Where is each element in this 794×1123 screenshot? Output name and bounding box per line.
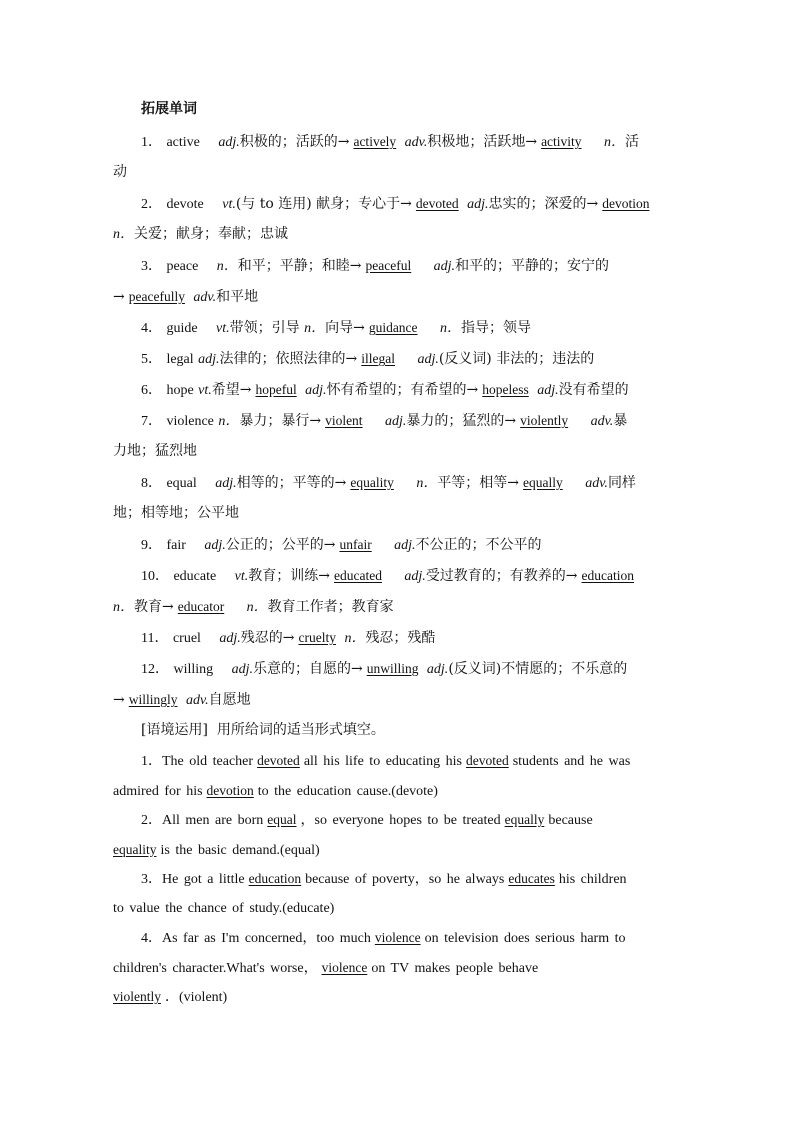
definition: 向导→ [325, 320, 365, 336]
pos: n． [304, 321, 326, 336]
definition: 教育工作者；教育家 [267, 599, 394, 615]
item-number: 5． [141, 352, 162, 367]
item-number: 12． [141, 662, 169, 677]
definition: 同样 [607, 475, 636, 491]
definition: 忠实的；深爱的→ [488, 196, 599, 212]
document-page [113, 92, 685, 1012]
pos: adj. [417, 352, 439, 367]
definition: (反义词) 非法的；违法的 [438, 351, 595, 367]
answer-blank: hopeless [482, 382, 529, 397]
definition: 残忍；残酷 [365, 630, 436, 646]
headword: fair [166, 538, 186, 553]
definition: 残忍的→ [240, 630, 295, 646]
word-item-7 [113, 405, 685, 436]
headword: cruel [172, 631, 201, 646]
answer-blank: willingly [128, 692, 178, 707]
definition: 教育→ [134, 599, 174, 615]
definition: 带领；引导 [229, 320, 300, 336]
pos: adj. [385, 414, 407, 429]
definition: 积极的；活跃的→ [239, 134, 350, 150]
word-item-4 [113, 312, 685, 343]
pos: adj. [433, 259, 456, 274]
continuation-line: 动 [113, 164, 127, 180]
question-3: 3．He got a little education because of poverty，so he always educates his children [141, 871, 627, 887]
item-number: 11． [141, 631, 169, 646]
pos: adj. [537, 383, 559, 398]
definition: (与 to 连用) 献身；专心于→ [235, 196, 412, 212]
answer-blank: guidance [368, 320, 418, 335]
continuation-line [113, 591, 685, 622]
pos: adv. [193, 290, 217, 305]
answer-blank: equality [350, 475, 394, 490]
definition: 乐意的；自愿的→ [252, 661, 363, 677]
word-item-12 [113, 653, 685, 684]
question-4-cont-2: violently ．(violent) [113, 989, 228, 1005]
definition: 暴 [613, 413, 628, 429]
pos: adj. [204, 538, 226, 553]
definition: 关爱；献身；奉献；忠诚 [134, 226, 288, 242]
question-3-cont: to value the chance of study.(educate) [113, 900, 335, 916]
answer-blank: violence [321, 959, 368, 975]
question-4: 4．As far as I'm concerned，too much violence on television does serious harm to [141, 930, 626, 946]
item-number: 2． [141, 197, 162, 212]
pos: vt. [198, 383, 212, 398]
question-2: 2．All men are born equal ，so everyone hopes to be treated equally because [141, 812, 593, 828]
definition: 受过教育的；有教养的→ [425, 568, 578, 584]
answer-blank: illegal [361, 351, 395, 366]
definition: 暴力；暴行→ [239, 413, 322, 429]
word-item-10 [113, 560, 685, 591]
answer-blank: equality [113, 841, 157, 857]
definition: (反义词)不情愿的；不乐意的 [448, 661, 628, 677]
answer-blank: equally [523, 475, 563, 490]
question-number: 2． [141, 813, 162, 828]
item-number: 8． [141, 476, 162, 491]
word-item-6 [113, 374, 685, 405]
continuation-line: → willingly adv.自愿地 [113, 692, 251, 708]
item-number: 4． [141, 321, 162, 336]
answer-blank: violently [113, 989, 161, 1004]
practice-instruction: 用所给词的适当形式填空。 [216, 722, 385, 738]
answer-blank: unwilling [366, 661, 419, 676]
headword: legal [166, 352, 194, 367]
answer-blank: actively [353, 134, 397, 149]
headword: educate [173, 569, 217, 584]
pos: adj. [426, 662, 449, 677]
word-item-8 [113, 467, 685, 498]
answer-blank: educated [334, 568, 382, 583]
item-number: 6． [141, 383, 162, 398]
definition: 指导；领导 [461, 320, 531, 336]
headword: hope [166, 383, 194, 398]
headword: willing [173, 662, 214, 677]
pos: n． [416, 476, 438, 491]
practice-title: [语境运用] [141, 722, 208, 738]
word-item-2 [113, 188, 685, 219]
pos: adj. [219, 631, 241, 646]
pos: adj. [231, 662, 253, 677]
word-item-11 [113, 622, 685, 653]
definition: 和平；平静；和睦→ [237, 258, 362, 274]
pos: adv. [404, 135, 428, 150]
item-number: 9． [141, 538, 162, 553]
item-number: 10． [141, 569, 169, 584]
pos: adv. [590, 414, 614, 429]
question-number: 3． [141, 872, 162, 887]
word-item-3 [113, 250, 685, 281]
pos: n． [216, 259, 238, 274]
section-title: 拓展单词 [141, 101, 197, 117]
question-1-cont: admired for his devotion to the education cause.(devote) [113, 782, 438, 799]
definition: 平等；相等→ [437, 475, 520, 491]
pos: adv. [585, 476, 608, 491]
definition: 相等的；平等的→ [236, 475, 347, 491]
definition: 积极地；活跃地→ [427, 134, 538, 150]
headword: guide [166, 321, 198, 336]
definition: 法律的；依照法律的→ [219, 351, 358, 367]
pos: vt. [222, 197, 236, 212]
item-number: 3． [141, 259, 162, 274]
pos: adj. [218, 135, 240, 150]
answer-blank: devoted [465, 753, 509, 768]
pos: n． [440, 321, 461, 336]
pos: adj. [215, 476, 237, 491]
pos: n． [113, 600, 134, 615]
answer-blank: educator [177, 599, 225, 614]
pos: n． [113, 227, 134, 242]
practice-heading [113, 715, 685, 746]
answer-blank: devoted [257, 753, 300, 768]
answer-blank: educates [508, 871, 555, 886]
pos: n． [218, 414, 240, 429]
question-2-cont: equality is the basic demand.(equal) [113, 841, 320, 858]
answer-blank: hopeful [255, 382, 297, 397]
pos: n． [344, 631, 366, 646]
answer-blank: education [581, 568, 635, 583]
definition: 不公正的；不公平的 [415, 537, 542, 553]
word-item-5 [113, 343, 685, 374]
definition: 活 [625, 134, 640, 150]
headword: violence [166, 414, 214, 429]
continuation-line: → peacefully adv.和平地 [113, 289, 259, 305]
question-1: 1．The old teacher devoted all his life to educating his devoted students and he was [141, 753, 631, 769]
question-number: 1． [141, 754, 162, 769]
answer-blank: devotion [602, 196, 650, 211]
definition: 暴力的；猛烈的→ [406, 413, 517, 429]
definition: 教育；训练→ [248, 568, 330, 584]
answer-blank: unfair [339, 537, 372, 552]
pos: adj. [305, 383, 327, 398]
pos: adj. [404, 569, 426, 584]
word-item-1 [113, 126, 685, 157]
definition: 怀有希望的；有希望的→ [326, 382, 479, 398]
answer-blank: activity [541, 134, 582, 149]
answer-blank: peaceful [365, 258, 412, 273]
answer-blank: education [248, 871, 302, 886]
word-item-9 [113, 529, 685, 560]
item-number: 7． [141, 414, 162, 429]
pos: adj. [467, 197, 489, 212]
pos: adj. [198, 352, 220, 367]
pos: n． [246, 600, 268, 615]
answer-blank: violent [325, 413, 363, 428]
continuation-line [113, 219, 685, 250]
item-number: 1． [141, 135, 162, 150]
pos: adv. [185, 693, 209, 708]
headword: equal [166, 476, 197, 491]
continuation-line: 地；相等地；公平地 [113, 505, 239, 521]
definition: 自愿地 [208, 692, 251, 708]
definition: 和平的；平静的；安宁的 [455, 258, 610, 274]
answer-blank: equal [267, 812, 297, 827]
definition: 和平地 [216, 289, 259, 305]
continuation-line: 力地；猛烈地 [113, 443, 197, 459]
question-number: 4． [141, 931, 162, 946]
answer-blank: cruelty [298, 630, 336, 645]
answer-blank: devotion [206, 782, 254, 798]
definition: 公正的；公平的→ [225, 537, 336, 553]
answer-blank: violence [374, 930, 421, 945]
answer-blank: peacefully [128, 289, 185, 304]
pos: vt. [234, 569, 249, 584]
pos: n． [604, 135, 626, 150]
definition: 希望→ [211, 382, 252, 398]
pos: adj. [394, 538, 416, 553]
answer-blank: violently [520, 413, 569, 428]
pos: vt. [216, 321, 230, 336]
answer-blank: devoted [415, 196, 459, 211]
answer-blank: equally [504, 812, 545, 827]
headword: devote [166, 197, 204, 212]
headword: active [166, 135, 200, 150]
headword: peace [166, 259, 199, 274]
definition: 没有希望的 [558, 382, 629, 398]
question-4-cont: children's character.What's worse， violence on TV makes people behave [113, 959, 539, 976]
